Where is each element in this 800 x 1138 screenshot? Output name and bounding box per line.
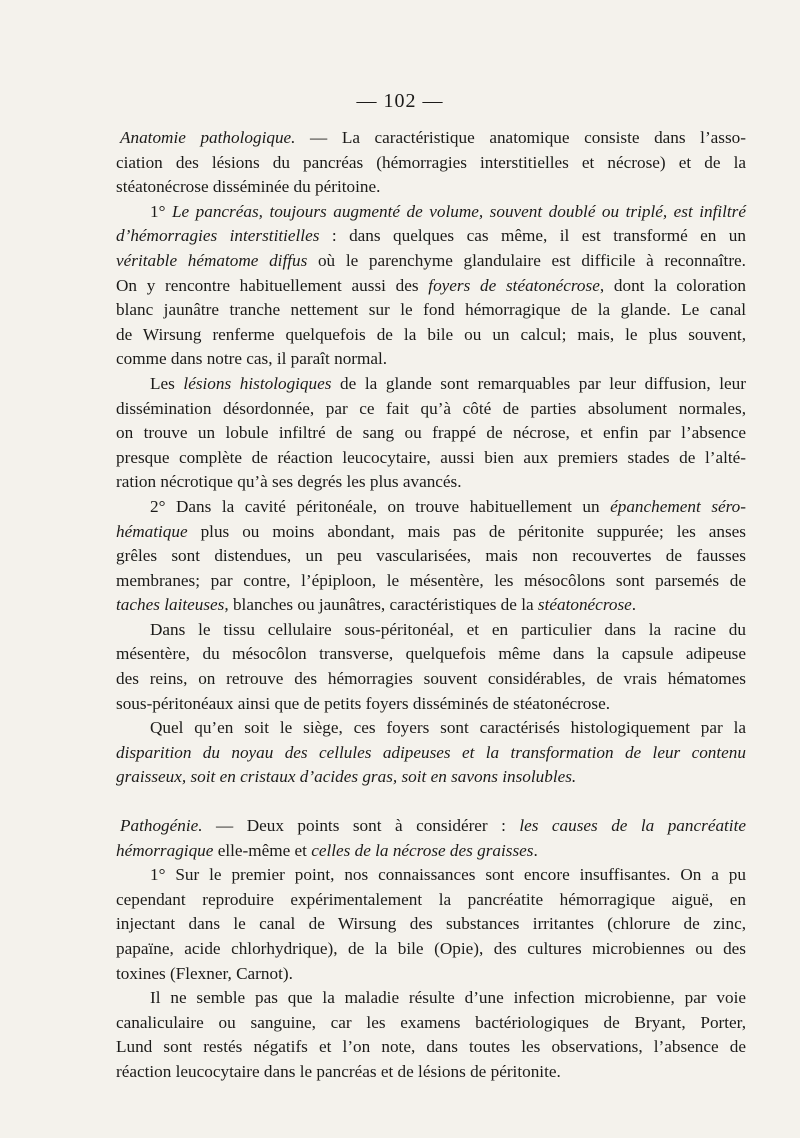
text-run: Dans le tissu cellulaire sous-péritonéal, et en particulier dans la racine du	[150, 619, 746, 639]
text-line	[116, 520, 746, 545]
text-run: stéatonécrose disséminée du péritoine.	[116, 177, 381, 197]
text-run: — Deux points sont à considérer :	[202, 816, 520, 836]
text-line	[116, 298, 746, 323]
page-number: — 102 —	[356, 90, 444, 112]
italic-run: Le pancréas, toujours augmenté de volume, souvent doublé ou triplé, est infiltré	[171, 201, 747, 221]
text-run: de Wirsung renferme quelquefois de la bile ou un calcul; mais, le plus souvent,	[116, 324, 746, 344]
text-line	[116, 741, 746, 766]
text-line	[116, 151, 746, 176]
text-line	[116, 667, 746, 692]
text-line	[116, 863, 746, 888]
paragraph	[116, 986, 746, 1084]
text-line	[116, 446, 746, 471]
text-line	[116, 372, 746, 397]
text-line	[116, 937, 746, 962]
text-line	[116, 397, 746, 422]
text-run: presque complète de réaction leucocytaire, aussi bien aux premiers stades de l’alté-	[116, 447, 746, 467]
text-run: papaïne, acide chlorhydrique), de la bile (Opie), des cultures microbiennes ou des	[116, 939, 746, 958]
text-line	[116, 224, 746, 249]
text-line	[116, 249, 746, 274]
text-run: des reins, on retrouve des hémorragies souvent considérables, de vrais hématomes	[116, 669, 746, 689]
paragraph	[116, 814, 746, 863]
italic-run: taches laiteuses	[116, 595, 225, 615]
text-run: : dans quelques cas même, il est transformé en un	[319, 226, 746, 246]
text-run: canaliculaire ou sanguine, car les examens bactériologiques de Bryant, Porter,	[116, 1012, 746, 1032]
text-line	[116, 692, 746, 717]
text-line	[116, 323, 746, 348]
text-line	[116, 962, 746, 987]
text-line	[116, 814, 746, 839]
italic-run: Anatomie pathologique.	[120, 128, 296, 147]
italic-run: graisseux, soit en cristaux d’acides gras, soit en savons insolubles.	[116, 767, 577, 787]
text-run: elle-même et	[213, 840, 312, 860]
text-line	[116, 593, 746, 618]
text-line	[116, 175, 746, 200]
paragraph	[116, 716, 746, 790]
text-run: 1° Sur le premier point, nos connaissances sont encore insuffisantes. On a pu	[150, 865, 746, 885]
text-line	[116, 274, 746, 299]
text-line	[116, 888, 746, 913]
paragraph	[116, 618, 746, 716]
text-run: dissémination désordonnée, par ce fait qu’à côté de parties absolument normales,	[116, 398, 746, 418]
text-line	[116, 470, 746, 495]
text-line	[116, 839, 746, 864]
text-run: — La caractéristique anatomique consiste dans l’asso-	[295, 128, 746, 147]
italic-run: disparition du noyau des cellules adipeuses et la transformation de leur contenu	[116, 742, 746, 762]
text-run: 2° Dans la cavité péritonéale, on trouve habituellement un	[150, 496, 611, 516]
italic-run: les causes de la pancréatite	[519, 816, 746, 836]
body-text	[116, 126, 746, 1085]
paragraph	[116, 863, 746, 986]
italic-run: foyers de stéatonécrose	[428, 275, 600, 295]
text-line	[116, 642, 746, 667]
paragraph	[116, 200, 746, 372]
italic-run: stéatonécrose	[537, 595, 632, 615]
text-run: , dont la coloration	[599, 275, 746, 295]
text-line	[116, 716, 746, 741]
text-line	[116, 200, 746, 225]
text-line	[116, 912, 746, 937]
text-line	[116, 347, 746, 372]
text-run: .	[533, 840, 538, 860]
text-run: Il ne semble pas que la maladie résulte d’une infection microbienne, par voie	[150, 988, 746, 1008]
text-run: où le parenchyme glandulaire est difficile à reconnaître.	[307, 250, 746, 270]
text-line	[116, 126, 746, 151]
text-run: .	[631, 595, 637, 615]
italic-run: Pathogénie.	[120, 816, 203, 836]
text-run: injectant dans le canal de Wirsung des substances irritantes (chlorure de zinc,	[116, 914, 746, 934]
text-run: On y rencontre habituellement aussi des	[116, 275, 429, 295]
text-line	[116, 544, 746, 569]
section-gap	[116, 790, 746, 814]
text-run: grêles sont distendues, un peu vascularisées, mais non recouvertes de fausses	[116, 546, 746, 566]
text-line	[116, 495, 746, 520]
text-line	[116, 1035, 746, 1060]
italic-run: celles de la nécrose des graisses	[311, 840, 534, 860]
paragraph	[116, 126, 746, 200]
text-run: sous-péritonéaux ainsi que de petits foyers disséminés de stéatonécrose.	[116, 693, 611, 713]
text-line	[116, 1011, 746, 1036]
text-line	[116, 986, 746, 1011]
text-run: comme dans notre cas, il paraît normal.	[116, 349, 388, 369]
text-line	[116, 618, 746, 643]
italic-run: lésions histologiques	[183, 373, 332, 393]
text-run: mésentère, du mésocôlon transverse, quelquefois même dans la capsule adipeuse	[116, 644, 746, 664]
italic-run: d’hémorragies interstitielles	[116, 226, 320, 246]
text-run: cependant reproduire expérimentalement la pancréatite hémorragique aiguë, en	[116, 889, 746, 909]
text-run: Lund sont restés négatifs et l’on note, dans toutes les observations, l’absence de	[116, 1037, 746, 1057]
italic-run: véritable hématome diffus	[116, 250, 308, 270]
italic-run: hématique	[116, 521, 188, 541]
text-run: toxines (Flexner, Carnot).	[116, 963, 293, 983]
text-run: ciation des lésions du pancréas (hémorragies interstitielles et nécrose) et de la	[116, 152, 746, 172]
text-line	[116, 569, 746, 594]
text-run: 1°	[150, 201, 172, 221]
text-run: , blanches ou jaunâtres, caractéristiques de la	[224, 595, 538, 615]
text-run: Quel qu’en soit le siège, ces foyers sont caractérisés histologiquement par la	[150, 718, 746, 738]
text-run: Les	[150, 373, 184, 393]
text-run: de la glande sont remarquables par leur diffusion, leur	[331, 373, 746, 393]
text-run: ration nécrotique qu’à ses degrés les plus avancés.	[116, 472, 462, 492]
text-run: plus ou moins abondant, mais pas de péritonite suppurée; les anses	[187, 521, 746, 541]
text-line	[116, 1060, 746, 1085]
text-run: réaction leucocytaire dans le pancréas et de lésions de péritonite.	[116, 1061, 561, 1081]
text-run: membranes; par contre, l’épiploon, le mésentère, les mésocôlons sont parsemés de	[116, 570, 746, 590]
paragraph	[116, 495, 746, 618]
text-line	[116, 765, 746, 790]
italic-run: épanchement séro-	[610, 496, 746, 516]
paragraph	[116, 372, 746, 495]
text-run: blanc jaunâtre tranche nettement sur le fond hémorragique de la glande. Le canal	[116, 300, 746, 320]
italic-run: hémorragique	[116, 840, 214, 860]
text-line	[116, 421, 746, 446]
text-run: on trouve un lobule infiltré de sang ou frappé de nécrose, et enfin par l’absence	[116, 423, 746, 443]
